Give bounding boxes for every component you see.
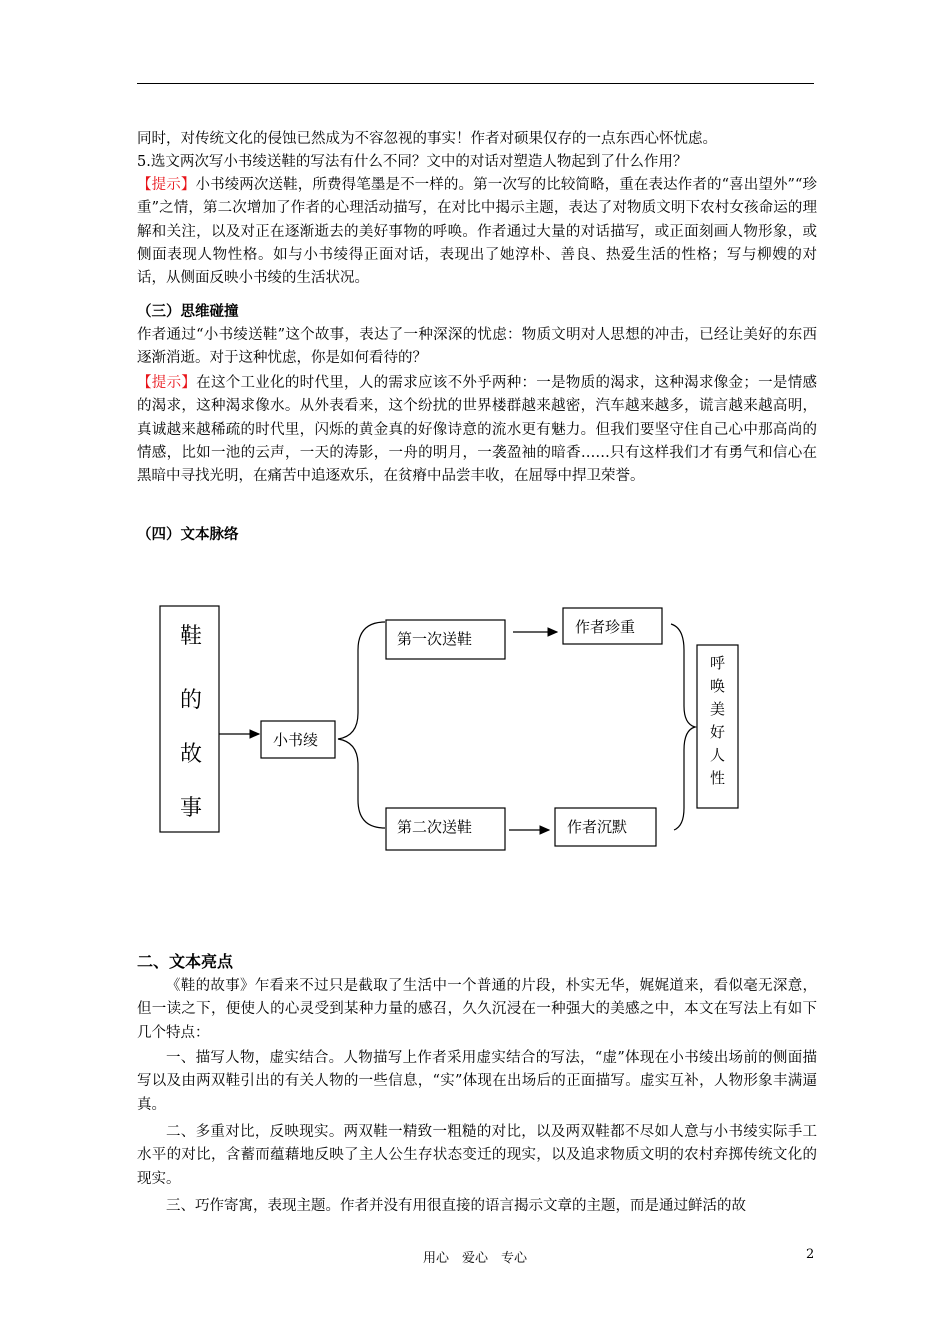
second-label: 第二次送鞋	[397, 818, 473, 836]
right-char: 美	[710, 700, 726, 718]
result2-label: 作者沉默	[567, 818, 628, 836]
left-char: 故	[180, 742, 203, 767]
hint-text: 在这个工业化的时代里，人的需求应该不外乎两种：一是物质的渴求，这种渴求像金；一是情感的渴求，这种渴求像水。从外表看来，这个纷扰的世界楼群越来越密，汽车越来越多，谎言越来越高明，真诚越来越稀疏的时代里，闪烁的黄金真的好像诗意的流水更有魅力。但我们要坚守住自己心中那高尚的情感，比如一池的云声，一天的涛影，一舟的明月，一袭盈袖的暗香……只有这样我们才有勇气和信心在黑暗中寻找光明，在痛苦中追逐欢乐，在贫瘠中品尝丰收，在屈辱中捍卫荣誉。	[137, 375, 817, 485]
right-char: 呼	[710, 654, 726, 672]
footer-slogan: 用心 爱心 专心	[422, 1251, 527, 1266]
left-char: 事	[180, 796, 203, 821]
brace-left	[338, 622, 385, 828]
page-number: 2	[806, 1247, 815, 1262]
left-char: 的	[180, 688, 203, 713]
result1-label: 作者珍重	[575, 618, 636, 636]
center-label: 小书绫	[273, 731, 319, 749]
section-heading: （四）文本脉络	[137, 526, 239, 543]
paragraph: 一、描写人物，虚实结合。人物描写上作者采用虚实结合的写法，“虚”体现在小书绫出场前的侧面描写以及由两双鞋引出的有关人物的一些信息，“实”体现在出场后的正面描写。虚实互补，人物形象丰满逼真。	[137, 1050, 817, 1113]
paragraph: 同时，对传统文化的侵蚀已然成为不容忽视的事实！作者对硕果仅存的一点东西心怀忧虑。	[137, 131, 717, 147]
right-char: 性	[710, 769, 726, 787]
section-title: 二、文本亮点	[137, 952, 234, 971]
brace-right	[671, 624, 695, 830]
paragraph: 三、巧作寄寓，表现主题。作者并没有用很直接的语言揭示文章的主题，而是通过鲜活的故	[166, 1198, 746, 1214]
hint-text: 小书绫两次送鞋，所费得笔墨是不一样的。第一次写的比较简略，重在表达作者的“喜出望外”“珍重”之情，第二次增加了作者的心理活动描写，在对比中揭示主题，表达了对物质文明下农村女孩命运的理解和关注，以及对正在逐渐逝去的美好事物的呼唤。作者通过大量的对话描写，或正面刻画人物形象，或侧面表现人物性格。如与小书绫得正面对话，表现出了她淳朴、善良、热爱生活的性格；写与柳嫂的对话，从侧面反映小书绫的生活状况。	[137, 177, 817, 287]
hint-label: 【提示】	[137, 375, 197, 391]
question-5: 5.选文两次写小书绫送鞋的写法有什么不同？文中的对话对塑造人物起到了什么作用？	[137, 154, 688, 170]
section-heading: （三）思维碰撞	[137, 303, 239, 320]
left-char: 鞋	[180, 624, 203, 649]
right-char: 唤	[710, 677, 726, 695]
right-char: 好	[710, 723, 726, 741]
paragraph: 作者通过“小书绫送鞋”这个故事，表达了一种深深的忧虑：物质文明对人思想的冲击，已经让美好的东西逐渐消逝。对于这种忧虑，你是如何看待的？	[137, 327, 817, 367]
first-label: 第一次送鞋	[397, 630, 473, 648]
hint-label: 【提示】	[137, 177, 196, 193]
right-char: 人	[710, 746, 726, 764]
paragraph: 《鞋的故事》乍看来不过只是截取了生活中一个普通的片段，朴实无华，娓娓道来，看似毫无深意，但一读之下，便使人的心灵受到某种力量的感召，久久沉浸在一种强大的美感之中，本文在写法上有如下几个特点：	[137, 978, 817, 1041]
paragraph: 二、多重对比，反映现实。两双鞋一精致一粗糙的对比，以及两双鞋都不尽如人意与小书绫实际手工水平的对比，含蓄而蕴藉地反映了主人公生存状态变迁的现实，以及追求物质文明的农村弃掷传统文化的现实。	[137, 1124, 817, 1187]
